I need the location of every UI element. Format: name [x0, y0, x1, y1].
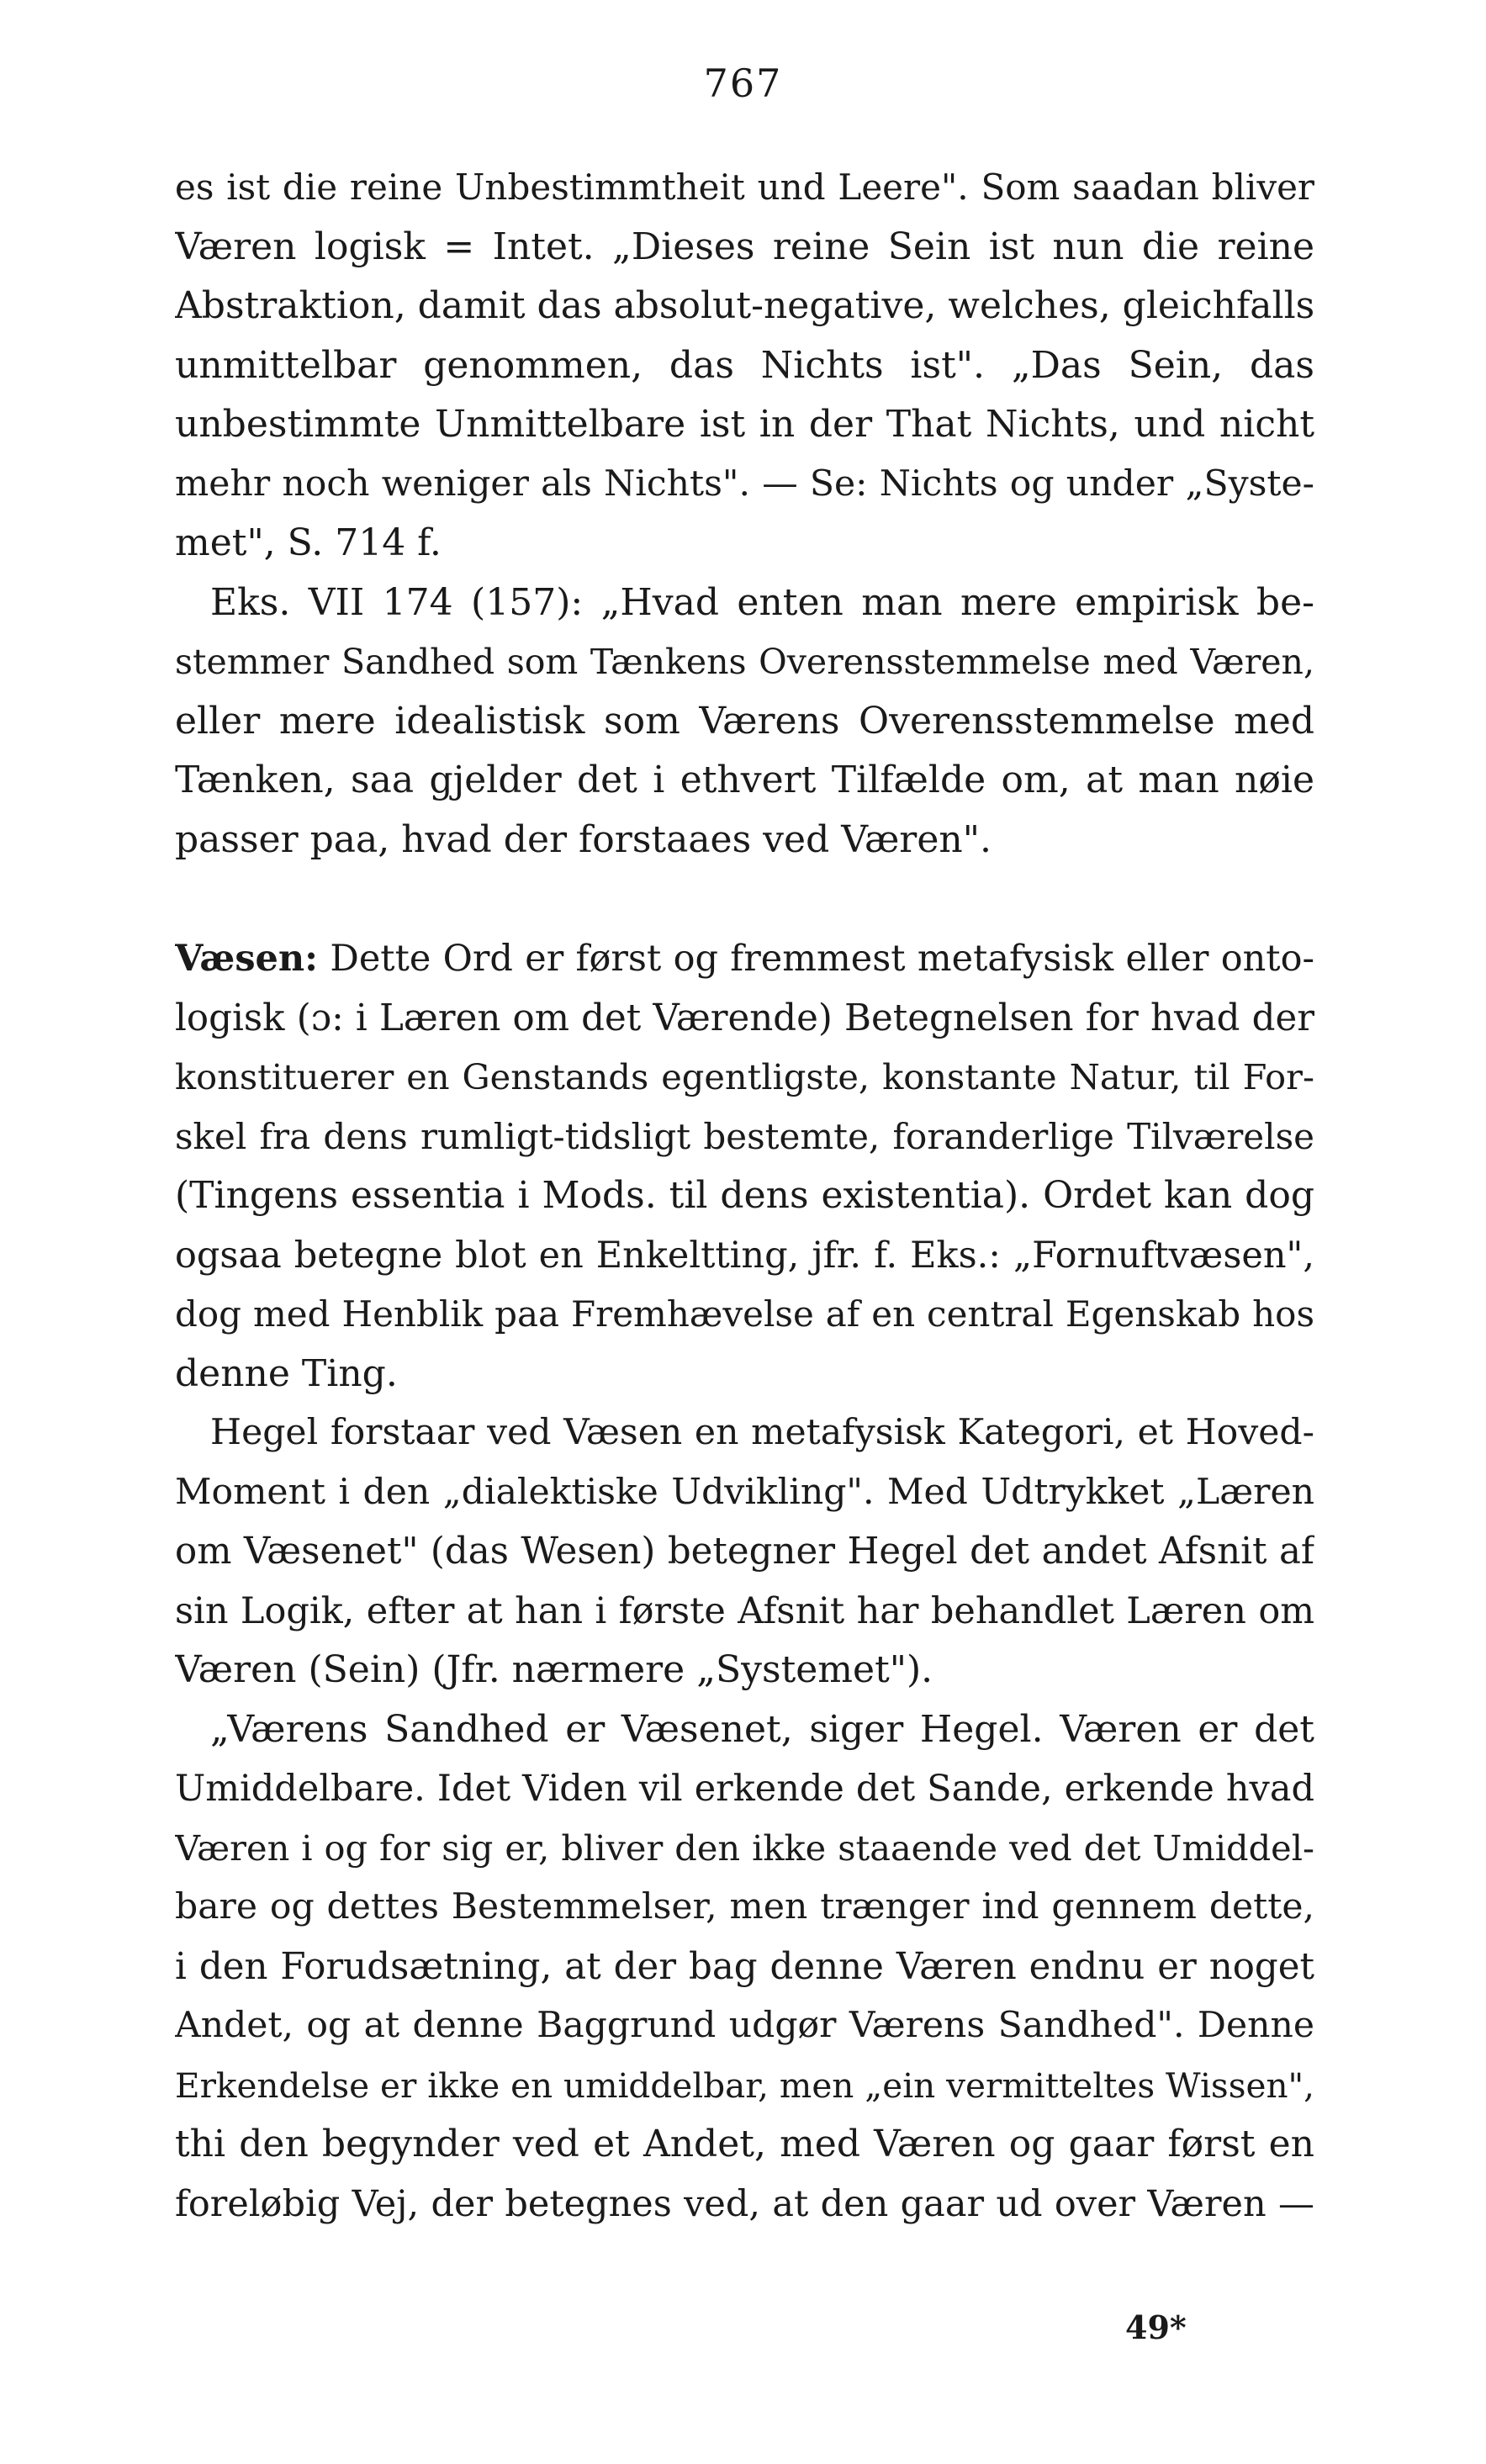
- text-line: ogsaa betegne blot en Enkeltting, jfr. f. Eks.: „Fornuftvæsen",: [175, 1234, 1314, 1277]
- entry-spacer: [175, 870, 1314, 929]
- text-line: dog med Henblik paa Fremhævelse af en central Egenskab hos: [175, 1293, 1314, 1335]
- text-line: eller mere idealistisk som Værens Overensstemmelse med: [175, 699, 1314, 743]
- text-line: skel fra dens rumligt-tidsligt bestemte, foranderlige Tilværelse: [175, 1115, 1314, 1157]
- text-line: denne Ting.: [175, 1351, 398, 1395]
- text-line: unbestimmte Unmittelbare ist in der That Nichts, und nicht: [175, 403, 1314, 446]
- paragraph-hegel: [175, 1404, 1314, 1700]
- text-line: passer paa, hvad der forstaaes ved Væren".: [175, 817, 992, 861]
- text-line: bare og dettes Bestemmelser, men trænger ind gennem dette,: [175, 1886, 1314, 1927]
- text-line: (Tingens essentia i Mods. til dens existentia). Ordet kan dog: [175, 1174, 1314, 1217]
- text-line: stemmer Sandhed som Tænkens Overensstemmelse med Væren,: [175, 642, 1314, 682]
- text-line: om Væsenet" (das Wesen) betegner Hegel det andet Afsnit af: [175, 1531, 1314, 1573]
- text-line: Væren i og for sig er, bliver den ikke staaende ved det Umiddel-: [175, 1827, 1314, 1869]
- text-line: unmittelbar genommen, das Nichts ist". „Das Sein, das: [175, 343, 1314, 387]
- text-line: Eks. VII 174 (157): „Hvad enten man mere empirisk be-: [210, 580, 1314, 624]
- paragraph-quote: [175, 1700, 1314, 2234]
- body-text: [175, 158, 1314, 2234]
- text-line: Moment i den „dialektiske Udvikling". Med Udtrykket „Læren: [175, 1471, 1314, 1513]
- paragraph-continuation: [175, 158, 1314, 574]
- text-line: Andet, og at denne Baggrund udgør Værens Sandhed". Denne: [175, 2005, 1314, 2046]
- entry-first-line: Dette Ord er først og fremmest metafysisk eller onto-: [318, 938, 1314, 980]
- text-line: konstituerer en Genstands egentligste, konstante Natur, til For-: [175, 1056, 1314, 1097]
- text-line: thi den begynder ved et Andet, med Væren og gaar først en: [175, 2123, 1314, 2165]
- text-line: foreløbig Vej, der betegnes ved, at den gaar ud over Væren —: [175, 2182, 1314, 2225]
- text-line: Væren (Sein) (Jfr. nærmere „Systemet").: [175, 1648, 933, 1691]
- text-line: „Værens Sandhed er Væsenet, siger Hegel. Væren er det: [210, 1707, 1314, 1751]
- entry-headword: Væsen:: [175, 938, 319, 980]
- text-line: [175, 929, 1314, 989]
- text-line: mehr noch weniger als Nichts". — Se: Nichts og under „Syste-: [175, 463, 1314, 505]
- text-line: Væren logisk = Intet. „Dieses reine Sein ist nun die reine: [175, 225, 1314, 268]
- text-line: Tænken, saa gjelder det i ethvert Tilfælde om, at man nøie: [175, 759, 1314, 801]
- text-line: Umiddelbare. Idet Viden vil erkende det Sande, erkende hvad: [175, 1768, 1314, 1810]
- text-line: logisk (ɔ: i Læren om det Værende) Betegnelsen for hvad der: [175, 997, 1314, 1039]
- text-line: i den Forudsætning, at der bag denne Væren endnu er noget: [175, 1945, 1314, 1988]
- text-line: met", S. 714 f.: [175, 521, 442, 564]
- page-number: 767: [703, 61, 783, 106]
- paragraph-example: [175, 574, 1314, 870]
- text-line: Erkendelse er ikke en umiddelbar, men „ein vermitteltes Wissen",: [175, 2065, 1314, 2106]
- text-line: Hegel forstaar ved Væsen en metafysisk Kategori, et Hoved-: [210, 1412, 1314, 1453]
- printer-signature: 49*: [1125, 2308, 1187, 2346]
- text-line: sin Logik, efter at han i første Afsnit har behandlet Læren om: [175, 1589, 1314, 1632]
- text-line: Abstraktion, damit das absolut-negative, welches, gleichfalls: [175, 284, 1314, 327]
- text-line: es ist die reine Unbestimmtheit und Leere". Som saadan bliver: [175, 167, 1314, 208]
- entry-vaesen: [175, 929, 1314, 1404]
